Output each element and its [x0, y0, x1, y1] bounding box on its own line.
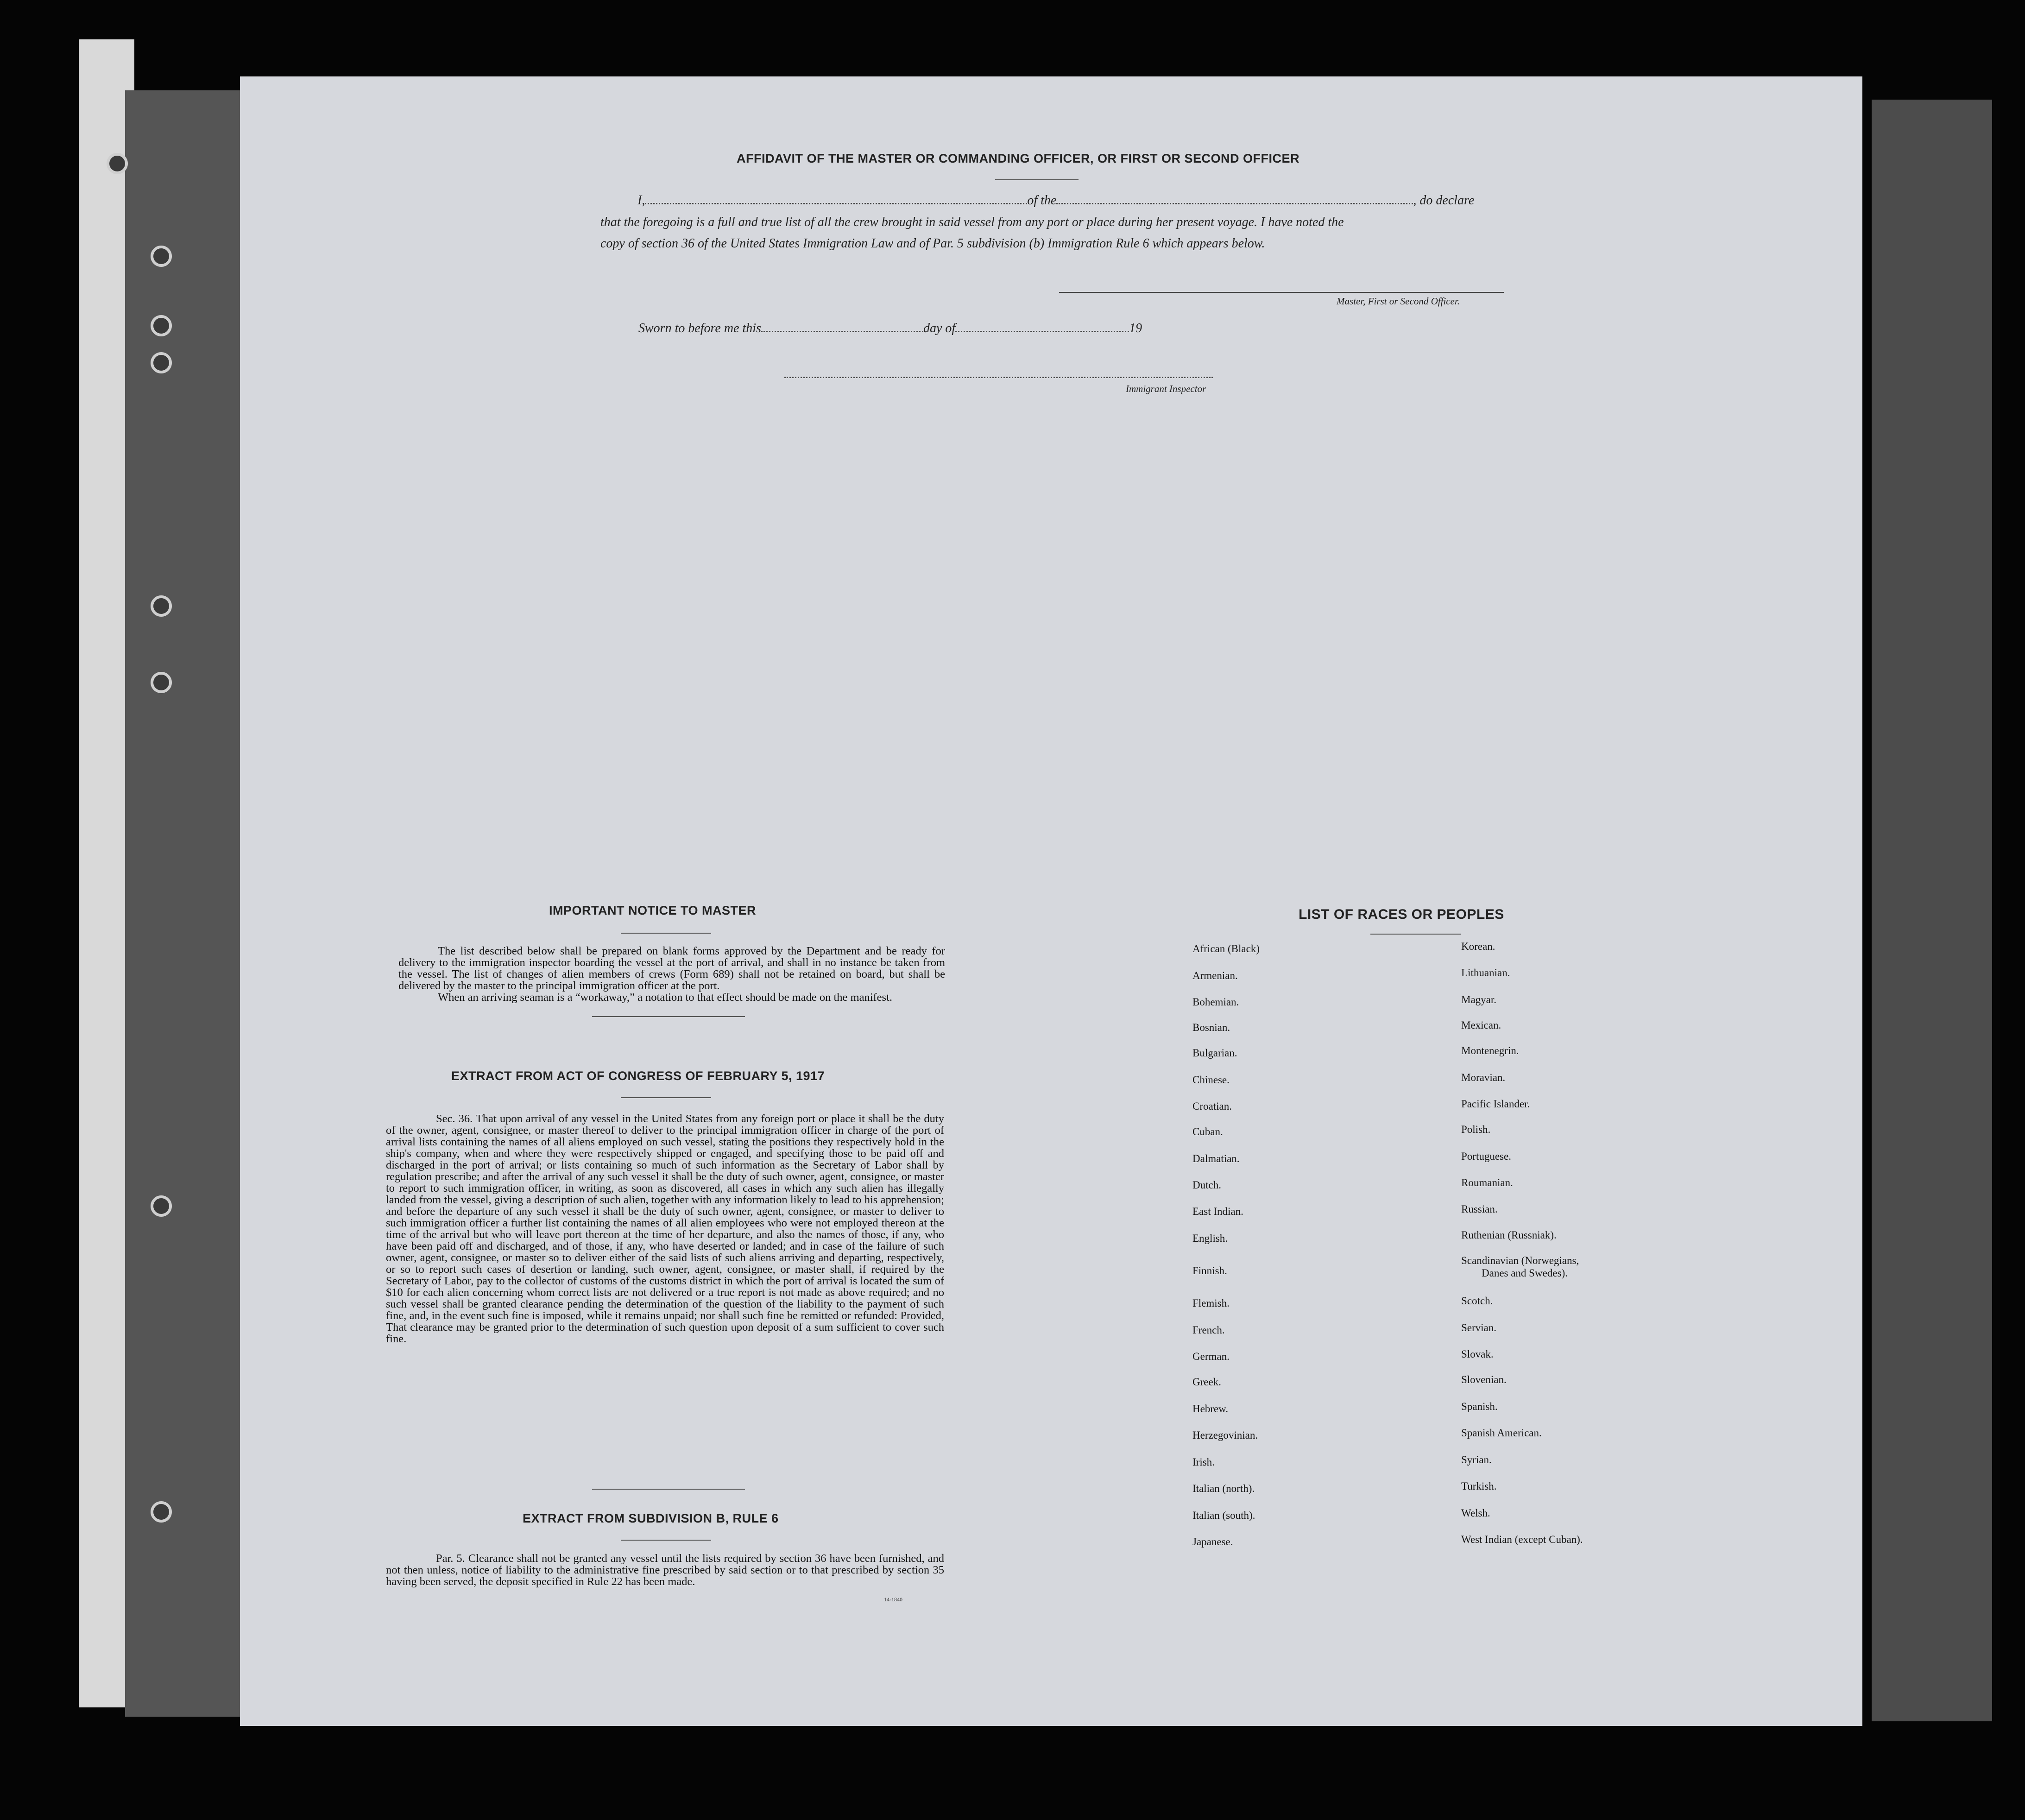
race-left: French. [1192, 1324, 1225, 1336]
race-right: Slovak. [1461, 1348, 1494, 1360]
affidavit-line-1 [637, 193, 1474, 208]
race-left: Cuban. [1192, 1126, 1223, 1138]
race-left: Herzegovinian. [1192, 1429, 1258, 1441]
race-left: Greek. [1192, 1376, 1221, 1388]
race-right: Roumanian. [1461, 1177, 1513, 1188]
notice-para-1: The list described below shall be prepared on blank forms approved by the Department and be ready for delivery to the immigration inspector boarding the vessel at the port of arrival, and shall in no instance be taken from the vessel. The list of changes of alien members of crews (Form 689) shall not be retained on board, but shall be delivered by the master to the principal immigration officer at the port. [398, 945, 945, 992]
act-title-rule [621, 1097, 711, 1098]
inspector-signature-line[interactable] [784, 377, 1213, 379]
race-right: Pacific Islander. [1461, 1098, 1530, 1110]
affidavit-title: AFFIDAVIT OF THE MASTER OR COMMANDING OFFICER, OR FIRST OR SECOND OFFICER [737, 152, 1300, 165]
master-signature-caption: Master, First or Second Officer. [1337, 296, 1460, 307]
races-title: LIST OF RACES OR PEOPLES [1299, 907, 1504, 922]
race-right: Welsh. [1461, 1507, 1490, 1519]
rule-par-5: Par. 5. Clearance shall not be granted any vessel until the lists required by section 36 have been furnished, and not then unless, notice of liability to the administrative fine prescribed by said section or to that prescribed by section 35 having been served, the deposit specified in Rule 22 has been made. [386, 1552, 944, 1588]
race-left: Japanese. [1192, 1536, 1233, 1548]
race-right: Servian. [1461, 1322, 1497, 1333]
affidavit-line-3: copy of section 36 of the United States Immigration Law and of Par. 5 subdivision (b) Immigration Rule 6 which appears below. [600, 236, 1265, 251]
race-right: Montenegrin. [1461, 1045, 1519, 1056]
right-binding-strip [1872, 100, 1992, 1721]
rule-title-rule [621, 1540, 711, 1541]
notice-title-rule [621, 933, 711, 934]
race-right: Danes and Swedes). [1482, 1267, 1568, 1279]
section-rule [592, 1489, 745, 1490]
race-right: Slovenian. [1461, 1374, 1507, 1385]
race-right: Ruthenian (Russniak). [1461, 1229, 1557, 1241]
race-right: Korean. [1461, 941, 1495, 952]
race-right: Lithuanian. [1461, 967, 1510, 979]
race-left: English. [1192, 1232, 1228, 1244]
race-left: Dalmatian. [1192, 1153, 1240, 1164]
master-signature-line[interactable] [1059, 292, 1504, 293]
race-left: Italian (north). [1192, 1483, 1255, 1494]
binding-hole [151, 352, 172, 373]
inspector-caption: Immigrant Inspector [1126, 383, 1206, 394]
rule-title: EXTRACT FROM SUBDIVISION B, RULE 6 [523, 1511, 779, 1525]
binding-hole [151, 246, 172, 267]
binding-hole [151, 315, 172, 336]
race-left: East Indian. [1192, 1206, 1243, 1217]
race-left: Flemish. [1192, 1297, 1230, 1309]
race-right: Polish. [1461, 1124, 1491, 1135]
race-right: Moravian. [1461, 1072, 1506, 1083]
binding-hole [107, 153, 128, 174]
rule-text [386, 1553, 944, 1587]
name-field[interactable] [645, 202, 1027, 204]
race-right: Spanish. [1461, 1401, 1498, 1412]
race-right: Syrian. [1461, 1454, 1492, 1466]
binding-hole [151, 595, 172, 617]
section-rule [592, 1016, 745, 1017]
race-left: Dutch. [1192, 1179, 1221, 1191]
act-section-36: Sec. 36. That upon arrival of any vessel in the United States from any foreign port or place it shall be the duty of the owner, agent, consignee, or master thereof to deliver to the principal immigration officer in charge of the port of arrival lists containing the names of all aliens employed on such vessel, stating the positions they respectively hold in the ship's company, when and where they were respectively shipped or engaged, and specifying those to be paid off and discharged in the port of arrival; or lists containing so much of such information as the Secretary of Labor shall by regulation prescribe; and after the arrival of any such vessel it shall be the duty of such owner, agent, consignee, or master to report to such immigration officer, in writing, as soon as discovered, all cases in which any such alien has illegally landed from the vessel, giving a description of such alien, together with any information likely to lead to his apprehension; and before the departure of any such vessel it shall be the duty of such owner, agent, consignee, or master to deliver to such immigration officer a further list containing the names of all alien employees who were not employed thereon at the time of the arrival but who will leave port thereon at the time of her departure, and also the names of those, if any, who have been paid off and discharged, and of those, if any, who have deserted or landed; and in case of the failure of such owner, agent, consignee, or master so to deliver either of the said lists of such aliens arriving and departing, respectively, or so to report such cases of desertion or landing, such owner, agent, consignee, or master shall, if required by the Secretary of Labor, pay to the collector of customs of the customs district in which the port of arrival is located the sum of $10 for each alien concerning whom correct lists are not delivered or a true report is not made as above required; and no such vessel shall be granted clearance pending the determination of the question of the liability to the payment of such fine, and, in the event such fine is imposed, while it remains unpaid; nor shall such fine be remitted or refunded: Provided, That clearance may be granted prior to the determination of such question upon deposit of a sum sufficient to cover such fine. [386, 1112, 944, 1345]
race-right: Portuguese. [1461, 1150, 1511, 1162]
sworn-b: day of [923, 321, 956, 335]
act-title: EXTRACT FROM ACT OF CONGRESS OF FEBRUARY 5, 1917 [451, 1069, 825, 1083]
affidavit-title-rule [995, 179, 1079, 180]
race-left: Bosnian. [1192, 1022, 1230, 1033]
binding-hole [151, 1501, 172, 1523]
notice-title: IMPORTANT NOTICE TO MASTER [549, 904, 756, 917]
race-left: African (Black) [1192, 943, 1260, 954]
race-right: West Indian (except Cuban). [1461, 1534, 1583, 1545]
race-left: Italian (south). [1192, 1510, 1255, 1521]
sworn-c: 19 [1129, 321, 1142, 335]
affidavit-line1-b: of the [1027, 193, 1057, 208]
sworn-day-field[interactable] [761, 330, 923, 332]
race-left: German. [1192, 1351, 1230, 1362]
left-binding-strip [125, 90, 241, 1717]
sworn-line [638, 321, 1142, 336]
notice-para-2: When an arriving seaman is a “workaway,” a notation to that effect should be made on the manifest. [438, 991, 893, 1004]
race-right: Mexican. [1461, 1019, 1501, 1031]
form-page [240, 76, 1862, 1726]
race-left: Armenian. [1192, 970, 1238, 981]
race-right: Scandinavian (Norwegians, [1461, 1255, 1579, 1266]
form-number: 14-1840 [884, 1596, 902, 1603]
race-left: Bohemian. [1192, 996, 1239, 1008]
race-right: Russian. [1461, 1203, 1498, 1215]
race-left: Finnish. [1192, 1265, 1227, 1277]
binding-hole [151, 1195, 172, 1217]
act-text [386, 1113, 944, 1345]
race-left: Hebrew. [1192, 1403, 1229, 1415]
sworn-a: Sworn to before me this [638, 321, 761, 335]
binding-hole [151, 672, 172, 693]
notice-text [398, 945, 945, 1003]
vessel-field[interactable] [1056, 202, 1413, 204]
race-right: Magyar. [1461, 994, 1497, 1005]
races-title-rule [1370, 934, 1461, 935]
affidavit-line1-c: , do declare [1413, 193, 1475, 208]
race-left: Croatian. [1192, 1100, 1232, 1112]
race-left: Bulgarian. [1192, 1047, 1237, 1059]
affidavit-line1-a: I, [637, 193, 645, 208]
race-left: Chinese. [1192, 1074, 1230, 1086]
race-right: Spanish American. [1461, 1427, 1542, 1439]
race-right: Turkish. [1461, 1480, 1497, 1492]
race-left: Irish. [1192, 1456, 1215, 1468]
race-right: Scotch. [1461, 1295, 1493, 1307]
affidavit-line-2: that the foregoing is a full and true list of all the crew brought in said vessel from any port or place during her present voyage. I have noted the [600, 215, 1344, 229]
sworn-month-field[interactable] [955, 330, 1129, 332]
